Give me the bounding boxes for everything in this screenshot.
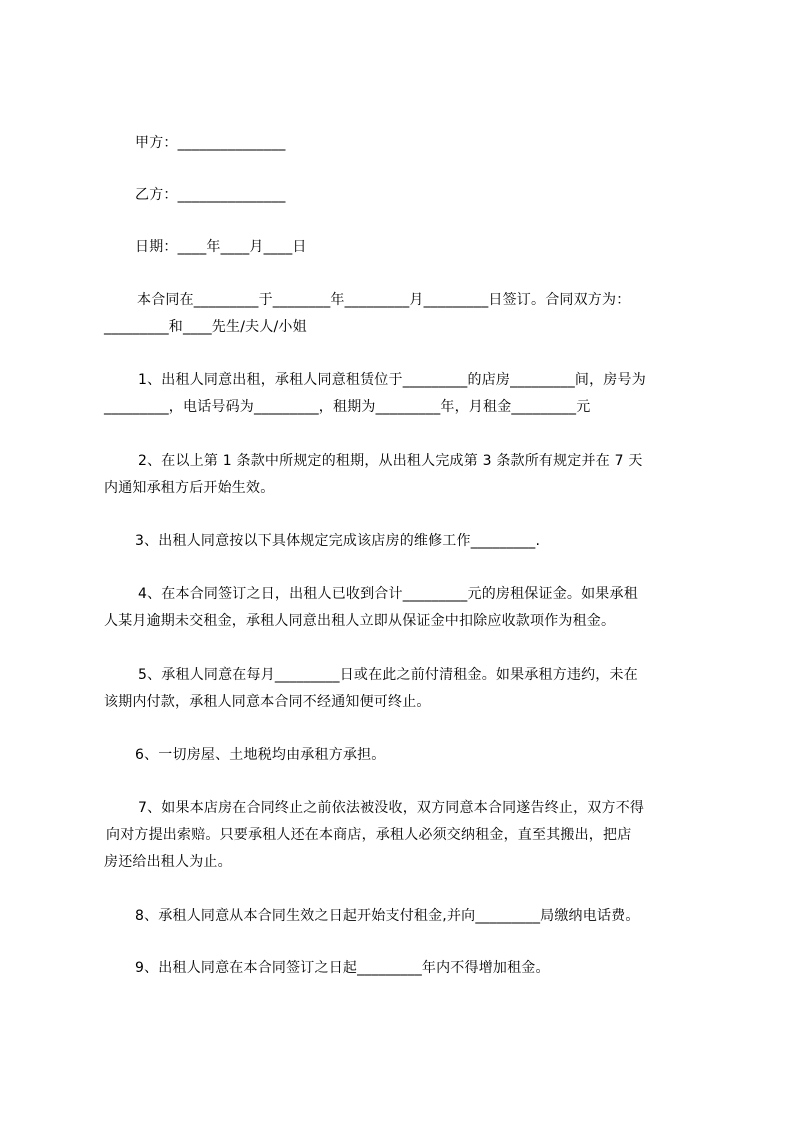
- clause-7-line-3: 房还给出租人为止。: [104, 854, 232, 870]
- clause-4-line-1: 4、在本合同签订之日，出租人已收到合计_________元的房租保证金。如果承租: [138, 586, 638, 602]
- clause-8-line-1: 8、承租人同意从本合同生效之日起开始支付租金,并向_________局缴纳电话费。: [135, 908, 640, 924]
- date-line: 日期：____年____月____日: [135, 239, 307, 255]
- clause-1-line-2: _________，电话号码为_________，租期为_________年，月租金_________元: [104, 399, 591, 415]
- clause-7-line-2: 向对方提出索赔。只要承租人还在本商店，承租人必须交纳租金，直至其搬出，把店: [106, 827, 632, 843]
- party-a-line: 甲方：_______________: [135, 135, 286, 151]
- clause-5-line-2: 该期内付款，承租人同意本合同不经通知便可终止。: [104, 694, 431, 710]
- clause-6-line-1: 6、一切房屋、土地税均由承租方承担。: [135, 747, 386, 763]
- party-b-line: 乙方：_______________: [135, 187, 286, 203]
- clause-7-line-1: 7、如果本店房在合同终止之前依法被没收，双方同意本合同遂告终止，双方不得: [138, 800, 645, 816]
- clause-2-line-2: 内通知承租方后开始生效。: [104, 480, 275, 496]
- intro-line-1: 本合同在_________于________年_________月_________日签订。合同双方为：: [137, 292, 631, 308]
- clause-1-line-1: 1、出租人同意出租，承租人同意租赁位于_________的店房_________间，房号为: [138, 372, 646, 388]
- clause-9-line-1: 9、出租人同意在本合同签订之日起_________年内不得增加租金。: [135, 960, 550, 976]
- clause-5-line-1: 5、承租人同意在每月_________日或在此之前付清租金。如果承租方违约，未在: [138, 667, 638, 683]
- intro-line-2: _________和____先生/夫人/小姐: [104, 319, 307, 335]
- clause-4-line-2: 人某月逾期未交租金，承租人同意出租人立即从保证金中扣除应收款项作为租金。: [104, 613, 616, 629]
- clause-2-line-1: 2、在以上第 1 条款中所规定的租期，从出租人完成第 3 条款所有规定并在 7 天: [138, 453, 643, 469]
- clause-3-line-1: 3、出租人同意按以下具体规定完成该店房的维修工作_________.: [135, 533, 541, 549]
